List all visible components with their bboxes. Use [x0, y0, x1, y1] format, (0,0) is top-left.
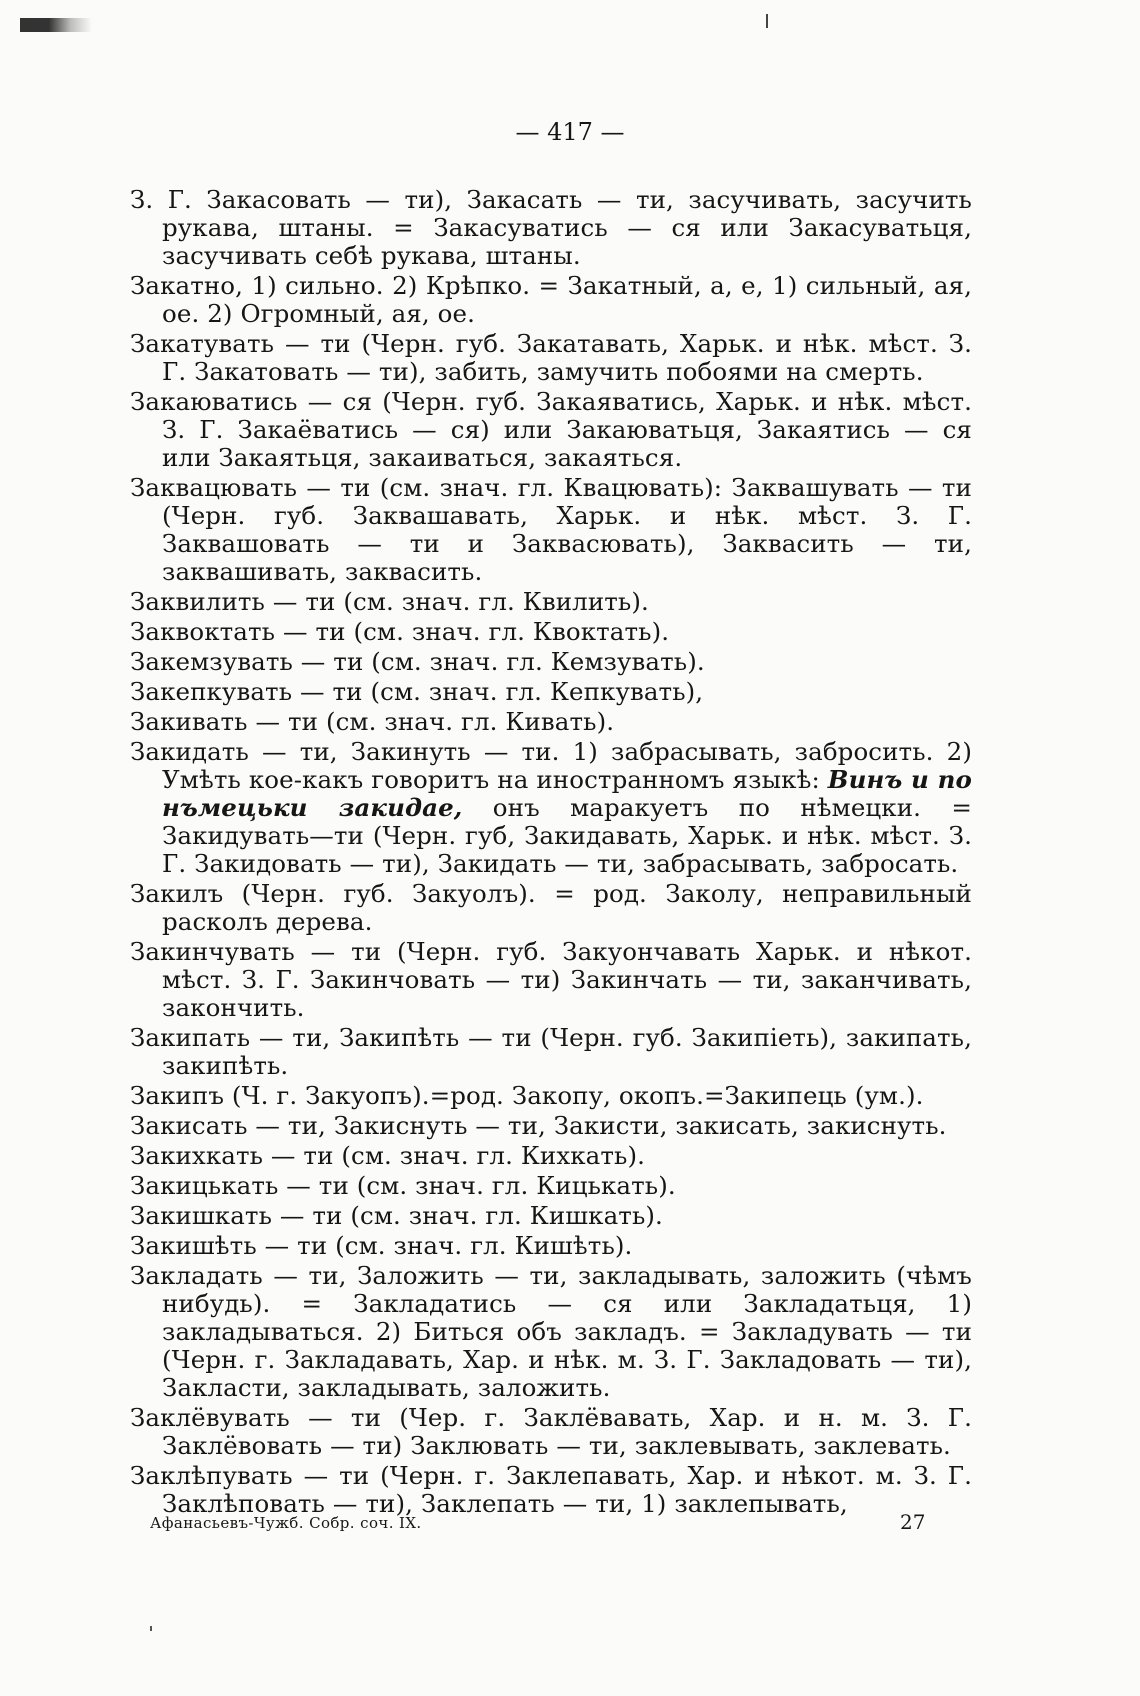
footer-source: Афанасьевъ-Чужб. Собр. соч. IX. — [150, 1514, 422, 1532]
signature-number: 27 — [900, 1510, 926, 1534]
dictionary-entry: Заквацювать — ти (см. знач. гл. Квацювать): Заквашувать — ти (Черн. губ. Заквашавать, Харьк. и нѣк. мѣст. З. Г. Заквашовать — ти и Заквасювать), Заквасить — ти, заквашивать, заквасить. — [130, 473, 972, 586]
dictionary-entry: Закишѣть — ти (см. знач. гл. Кишѣть). — [130, 1231, 633, 1260]
dictionary-entry: Закипать — ти, Закипѣть — ти (Черн. губ. Закипіеть), закипать, закипѣть. — [130, 1023, 972, 1080]
dictionary-entry: Закинчувать — ти (Черн. губ. Закуончавать Харьк. и нѣкот. мѣст. З. Г. Закинчовать — ти) Закинчать — ти, заканчивать, закончить. — [130, 937, 972, 1022]
dictionary-entry: Закихкать — ти (см. знач. гл. Кихкать). — [130, 1141, 646, 1170]
entry-text: Закидать — ти, Закинуть — ти. 1) забрасывать, забросить. 2) Умѣть кое-какъ говоритъ на иностранномъ языкѣ: — [130, 737, 972, 794]
page-number: — 417 — — [515, 118, 625, 146]
dictionary-entry: З. Г. Закасовать — ти), Закасать — ти, засучивать, засучить рукава, штаны. = Закасуватись — ся или Закасуватьця, засучивать себѣ рукава, штаны. — [130, 185, 972, 270]
print-speck-bottom — [150, 1626, 152, 1631]
print-speck — [766, 14, 768, 28]
dictionary-entry: Закилъ (Черн. губ. Закуолъ). = род. Заколу, неправильный расколъ дерева. — [130, 879, 972, 936]
dictionary-entry: Заклѣпувать — ти (Черн. г. Заклепавать, Хар. и нѣкот. м. З. Г. Заклѣповать — ти), Заклепать — ти, 1) заклепывать, — [130, 1461, 972, 1518]
dictionary-entry: Заквилить — ти (см. знач. гл. Квилить). — [130, 587, 649, 616]
dictionary-entry: Закисать — ти, Закиснуть — ти, Закисти, закисать, закиснуть. — [130, 1111, 947, 1140]
dictionary-entry: Закатувать — ти (Черн. губ. Закатавать, Харьк. и нѣк. мѣст. З. Г. Закатовать — ти), забить, замучить побоями на смерть. — [130, 329, 972, 386]
dictionary-entry: Закишкать — ти (см. знач. гл. Кишкать). — [130, 1201, 663, 1230]
dictionary-entry: Закипъ (Ч. г. Закуопъ).=род. Закопу, окопъ.=Закипець (ум.). — [130, 1081, 924, 1110]
dictionary-entry — [130, 738, 972, 878]
dictionary-entry: Закатно, 1) сильно. 2) Крѣпко. = Закатный, а, е, 1) сильный, ая, ое. 2) Огромный, ая, ое. — [130, 271, 972, 328]
entry-text: онъ маракуетъ по нѣмецки. = Закидувать—ти (Черн. губ, Закидавать, Харьк. и нѣк. мѣст. З. Г. Закидовать — ти), Закидать — ти, забрасывать, забросать. — [162, 793, 973, 878]
dictionary-entry: Закаюватись — ся (Черн. губ. Закаяватись, Харьк. и нѣк. мѣст. З. Г. Закаёватись — ся) или Закаюватьця, Закаятись — ся или Закаятьця, закаиваться, закаяться. — [130, 387, 972, 472]
dictionary-entry: Закемзувать — ти (см. знач. гл. Кемзувать). — [130, 647, 705, 676]
dictionary-entry: Закладать — ти, Заложить — ти, закладывать, заложить (чѣмъ нибудь). = Закладатись — ся или Закладатьця, 1) закладываться. 2) Биться объ закладъ. = Закладувать — ти (Черн. г. Закладавать, Хар. и нѣк. м. З. Г. Закладовать — ти), Закласти, закладывать, заложить. — [130, 1261, 972, 1402]
dictionary-entry: Заквоктать — ти (см. знач. гл. Квоктать). — [130, 617, 670, 646]
italic-example: Винъ и по нъмецьки закидае, — [162, 765, 972, 822]
dictionary-entries — [130, 186, 972, 1520]
print-smudge — [20, 18, 92, 32]
dictionary-entry: Заклёвувать — ти (Чер. г. Заклёвавать, Хар. и н. м. З. Г. Заклёвовать — ти) Заклювать — ти, заклевывать, заклевать. — [130, 1403, 972, 1460]
dictionary-entry: Закивать — ти (см. знач. гл. Кивать). — [130, 707, 615, 736]
dictionary-entry: Закепкувать — ти (см. знач. гл. Кепкувать), — [130, 677, 704, 706]
dictionary-entry: Закицькать — ти (см. знач. гл. Кицькать). — [130, 1171, 676, 1200]
